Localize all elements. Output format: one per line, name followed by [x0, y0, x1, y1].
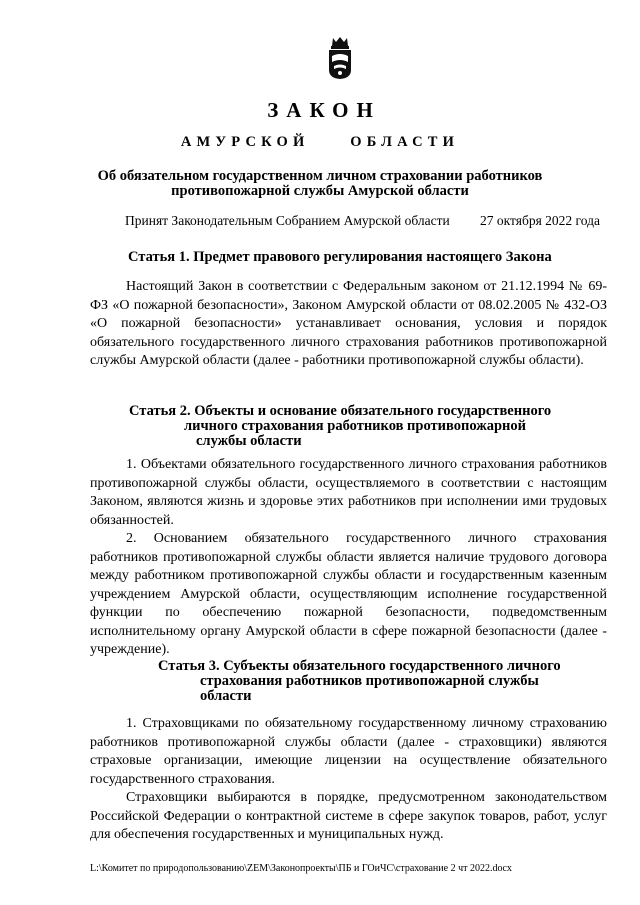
article-2-heading-line-1: Статья 2. Объекты и основание обязательного государственного — [129, 403, 552, 419]
article-2-heading-line-2: личного страхования работников противопожарной — [184, 418, 527, 434]
article-1-paragraph: Настоящий Закон в соответствии с Федеральным законом от 21.12.1994 № 69-ФЗ «О пожарной безопасности», Законом Амурской области от 08.02.2005 № 432-ОЗ «О пожарной безопасности» устанавливает основания, условия и порядок обязательного государственного личного страхования работников противопожарной службы Амурской области (далее - работники противопожарной службы области). — [90, 279, 607, 368]
article-1-heading-text: Статья 1. Предмет правового регулирования настоящего Закона — [128, 249, 552, 265]
article-3-heading-line-1: Статья 3. Субъекты обязательного государственного личного — [158, 658, 561, 674]
law-name-line-1: Об обязательном государственном личном страховании работников — [97, 168, 543, 184]
article-2-heading-line-3: службы области — [196, 433, 302, 449]
article-2-heading — [129, 404, 599, 449]
article-1-heading — [128, 250, 588, 265]
law-name — [80, 169, 560, 199]
article-3-paragraph-2: Страховщики выбираются в порядке, предусмотренном законодательством Российской Федерации о контрактной системе в сфере закупок товаров, работ, услуг для обеспечения государственных и муниципальных нужд. — [90, 790, 607, 842]
law-name-line-2: противопожарной службы Амурской области — [171, 183, 469, 199]
article-3-paragraph-1: 1. Страховщиками по обязательному государственному личному страхованию работников противопожарной службы области (далее - страховщики) являются страховые организации, имеющие лицензии на осуществление обязательного государственного страхования. — [90, 716, 607, 787]
article-3-heading-line-2: страхования работников противопожарной службы — [200, 673, 539, 689]
region-title: АМУРСКОЙ ОБЛАСТИ — [180, 134, 460, 150]
adopted-by: Принят Законодательным Собранием Амурской области — [125, 213, 450, 228]
article-3-body — [90, 715, 607, 845]
adoption-line — [125, 213, 600, 229]
article-2-paragraph-2: 2. Основанием обязательного государственного личного страхования работников противопожарной службы области является наличие трудового договора между работником противопожарной службы области и государственным казенным учреждением Амурской области, осуществляющим исполнение государственной функции по обеспечению пожарной безопасности, подведомственным исполнительному органу Амурской области в сфере пожарной безопасности (далее - учреждение). — [90, 531, 607, 657]
article-2-body — [90, 456, 607, 660]
article-3-heading — [158, 659, 598, 704]
law-title: ЗАКОН — [267, 98, 381, 122]
coat-of-arms-icon — [327, 36, 353, 80]
adoption-date: 27 октября 2022 года — [480, 213, 600, 228]
file-path-footer: L:\Комитет по природопользованию\ZEM\Законопроекты\ПБ и ГОиЧС\страхование 2 чт 2022.docx — [90, 863, 512, 874]
article-1-body — [90, 278, 607, 371]
article-2-paragraph-1: 1. Объектами обязательного государственного личного страхования работников противопожарной службы области, осуществляемого в соответствии с настоящим Законом, являются жизнь и здоровье этих работников при исполнении ими трудовых обязанностей. — [90, 457, 607, 528]
article-3-heading-line-3: области — [200, 688, 252, 704]
